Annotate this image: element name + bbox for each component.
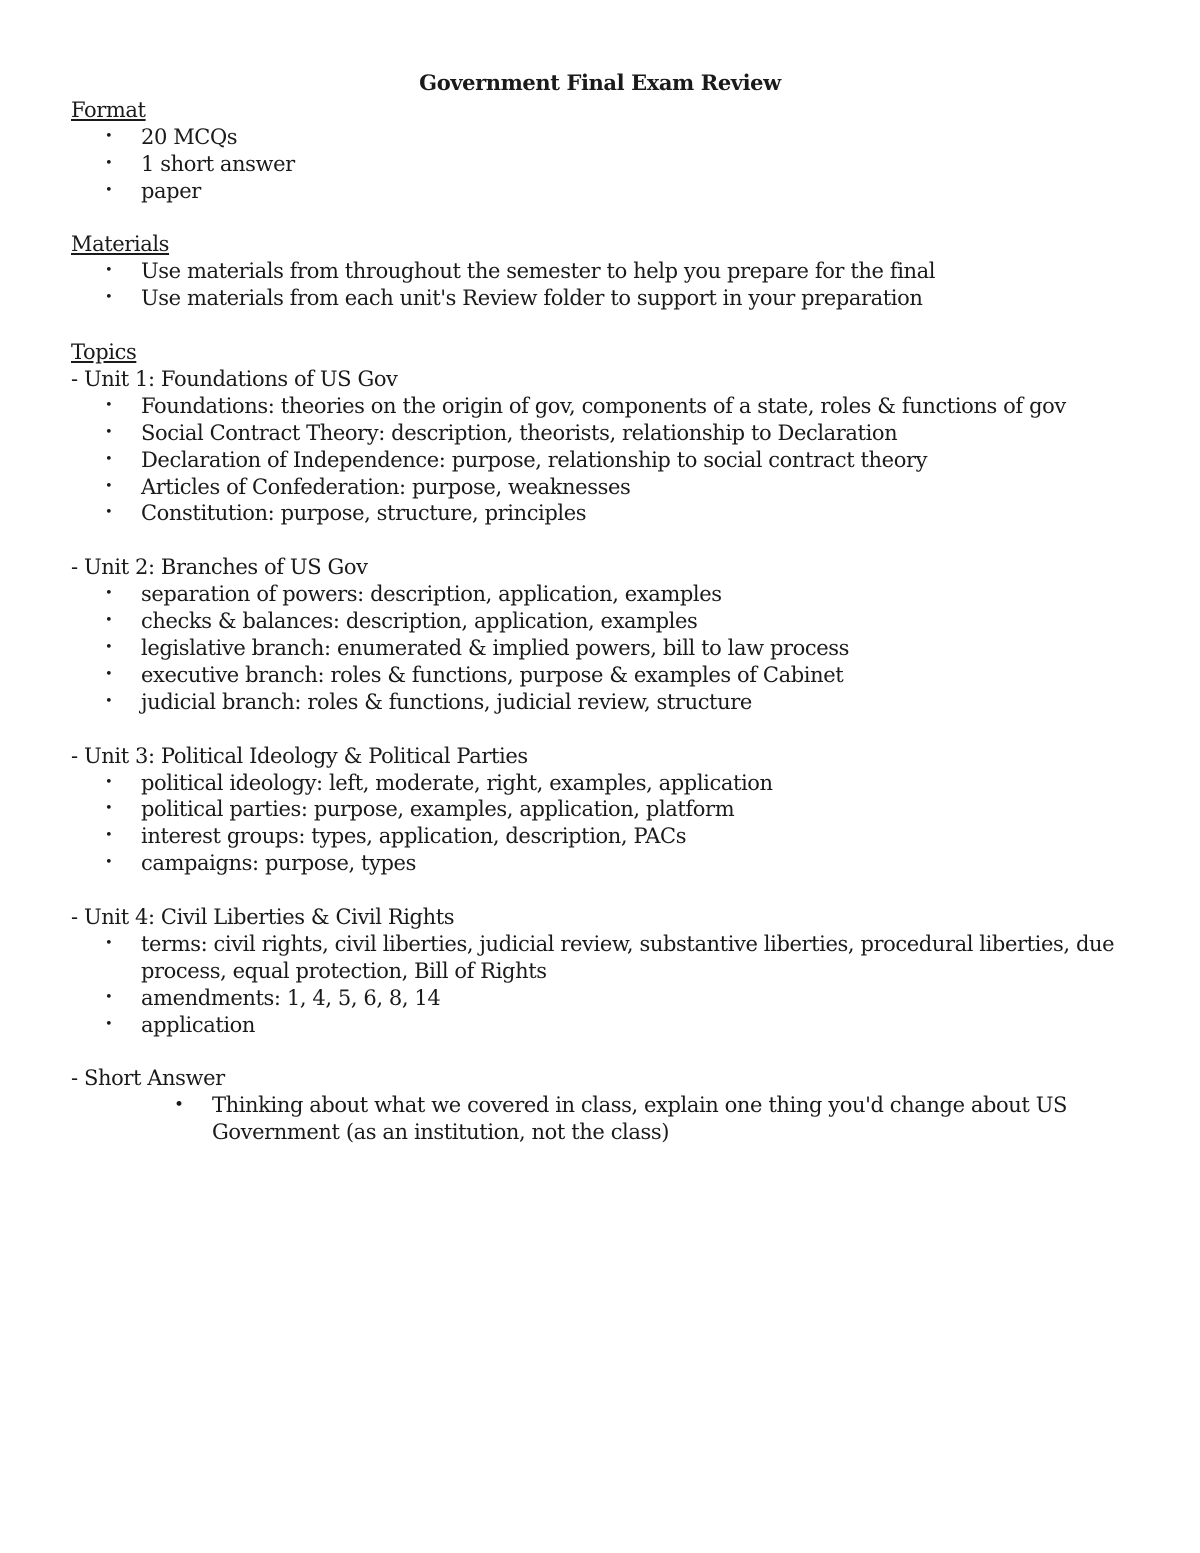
bullet-icon: • <box>105 290 113 306</box>
list-item <box>71 581 1131 608</box>
list-item <box>71 985 1131 1012</box>
topics-heading: Topics <box>71 340 137 365</box>
list-item-text: Declaration of Independence: purpose, relationship to social contract theory <box>141 447 928 472</box>
bullet-icon: • <box>105 801 113 817</box>
list-item-text: Social Contract Theory: description, theorists, relationship to Declaration <box>141 420 898 445</box>
unit-2-label: - Unit 2: Branches of US Gov <box>71 555 368 580</box>
bullet-icon: • <box>105 424 113 440</box>
bullet-icon: • <box>105 505 113 521</box>
list-item-text: Use materials from each unit's Review folder to support in your preparation <box>141 286 923 311</box>
spacer <box>71 877 1131 904</box>
bullet-icon: • <box>105 855 113 871</box>
list-item-text: amendments: 1, 4, 5, 6, 8, 14 <box>141 985 441 1010</box>
list-item <box>71 258 1131 285</box>
bullet-icon: • <box>105 613 113 629</box>
unit-1-label: - Unit 1: Foundations of US Gov <box>71 366 398 391</box>
list-item <box>71 635 1131 662</box>
bullet-icon: • <box>105 693 113 709</box>
list-item <box>71 608 1131 635</box>
list-item <box>71 178 1131 205</box>
format-list <box>71 124 1131 205</box>
unit-4-list <box>71 931 1131 1039</box>
bullet-icon: • <box>105 155 113 171</box>
bullet-icon: • <box>105 989 113 1005</box>
list-item-text: interest groups: types, application, description, PACs <box>141 824 687 849</box>
spacer <box>71 716 1131 743</box>
materials-list <box>71 258 1131 312</box>
list-item-text: Thinking about what we covered in class, explain one thing you'd change about US Government (as an institution, not the class) <box>212 1093 1068 1145</box>
short-answer-label: - Short Answer <box>71 1066 225 1091</box>
list-item <box>71 420 1131 447</box>
list-item-text: Use materials from throughout the semester to help you prepare for the final <box>141 259 936 284</box>
list-item <box>71 1012 1131 1039</box>
list-item-text: judicial branch: roles & functions, judicial review, structure <box>141 689 752 714</box>
bullet-icon: • <box>174 1095 184 1116</box>
bullet-icon: • <box>105 263 113 279</box>
bullet-icon: • <box>105 666 113 682</box>
list-item <box>71 850 1131 877</box>
unit-3-list <box>71 770 1131 878</box>
list-item <box>71 931 1131 985</box>
spacer <box>71 527 1131 554</box>
list-item-text: 20 MCQs <box>141 124 238 149</box>
list-item <box>71 689 1131 716</box>
list-item-text: Foundations: theories on the origin of gov, components of a state, roles & functions of gov <box>141 393 1066 418</box>
unit-1-list <box>71 393 1131 528</box>
bullet-icon: • <box>105 128 113 144</box>
document-page <box>71 70 1131 1146</box>
short-answer-list <box>71 1092 1131 1146</box>
list-item <box>71 796 1131 823</box>
list-item-text: paper <box>141 178 201 203</box>
list-item-text: terms: civil rights, civil liberties, judicial review, substantive liberties, procedural liberties, due process, equal protection, Bill of Rights <box>141 931 1115 983</box>
spacer <box>71 1039 1131 1066</box>
list-item <box>71 393 1131 420</box>
list-item-text: legislative branch: enumerated & implied powers, bill to law process <box>141 635 850 660</box>
list-item <box>71 124 1131 151</box>
list-item-text: Constitution: purpose, structure, principles <box>141 501 587 526</box>
list-item-text: checks & balances: description, application, examples <box>141 609 698 634</box>
bullet-icon: • <box>105 478 113 494</box>
unit-4-label: - Unit 4: Civil Liberties & Civil Rights <box>71 905 455 930</box>
list-item <box>71 285 1131 312</box>
list-item <box>71 447 1131 474</box>
list-item-text: application <box>141 1012 256 1037</box>
spacer <box>71 312 1131 339</box>
format-heading: Format <box>71 97 146 122</box>
bullet-icon: • <box>105 774 113 790</box>
bullet-icon: • <box>105 586 113 602</box>
spacer <box>71 205 1131 232</box>
list-item <box>71 1092 1131 1146</box>
unit-3-label: - Unit 3: Political Ideology & Political Parties <box>71 743 528 768</box>
list-item-text: executive branch: roles & functions, purpose & examples of Cabinet <box>141 662 844 687</box>
list-item-text: separation of powers: description, application, examples <box>141 582 722 607</box>
list-item <box>71 823 1131 850</box>
list-item <box>71 474 1131 501</box>
list-item-text: political ideology: left, moderate, right, examples, application <box>141 770 773 795</box>
list-item-text: campaigns: purpose, types <box>141 851 416 876</box>
bullet-icon: • <box>105 1016 113 1032</box>
bullet-icon: • <box>105 397 113 413</box>
list-item-text: 1 short answer <box>141 151 295 176</box>
materials-heading: Materials <box>71 232 170 257</box>
document-title: Government Final Exam Review <box>419 70 781 95</box>
list-item <box>71 770 1131 797</box>
bullet-icon: • <box>105 182 113 198</box>
bullet-icon: • <box>105 639 113 655</box>
unit-2-list <box>71 581 1131 716</box>
bullet-icon: • <box>105 828 113 844</box>
list-item <box>71 151 1131 178</box>
list-item <box>71 662 1131 689</box>
list-item-text: political parties: purpose, examples, application, platform <box>141 797 735 822</box>
bullet-icon: • <box>105 451 113 467</box>
list-item-text: Articles of Confederation: purpose, weaknesses <box>141 474 631 499</box>
bullet-icon: • <box>105 935 113 951</box>
list-item <box>71 500 1131 527</box>
